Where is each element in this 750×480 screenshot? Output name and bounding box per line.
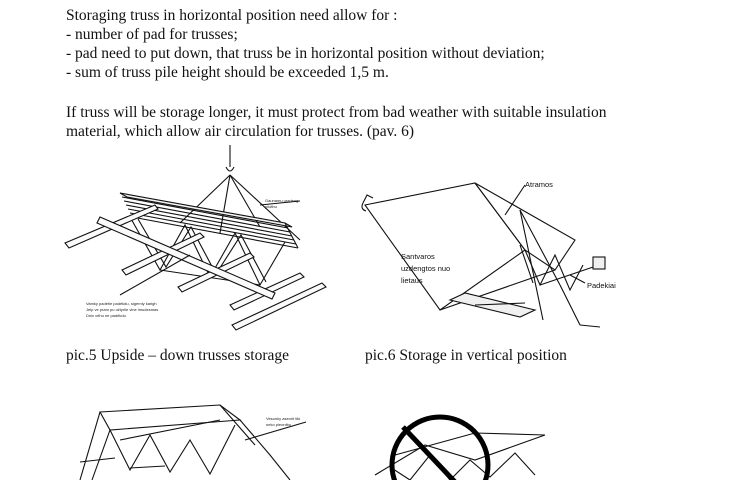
figure-6-label-padeklai: Padekiai: [587, 281, 616, 290]
figure-7-label-line-2: neko pleontbu: [266, 422, 292, 427]
paragraph-line-1: If truss will be storage longer, it must protect from bad weather with suitable insulation: [66, 104, 607, 121]
prohibited-icon: [392, 417, 488, 480]
figure-6-label-atramos: Atramos: [525, 180, 553, 189]
figure-5-illustration: [60, 145, 350, 335]
figure-6-label-lietaus: lietaus: [401, 276, 423, 285]
intro-item-2: - pad need to put down, that truss be in horizontal position without deviation;: [66, 45, 545, 62]
intro-item-1: - number of pad for trusses;: [66, 26, 238, 43]
figure-5-label-top-line-1: Gaunamų uradeng: [265, 198, 299, 203]
figure-7-label-line-1: Vesonky aseorit tiki: [266, 416, 301, 421]
figure-7-illustration: [70, 400, 330, 480]
figure-5-label-top-line-2: pilotbu: [265, 204, 277, 209]
figure-6-label-uzdengtos: uzdengtos nuo: [401, 264, 451, 273]
figure-5-note-line-3: Dniv vėhu ne padėkdu: [86, 313, 126, 318]
intro-item-3: - sum of truss pile height should be exceeded 1,5 m.: [66, 64, 389, 81]
figure-6-label-santvaros: Santvaros: [401, 252, 435, 261]
figure-5-note-line-1: Vamky padėtie padėkdu, sigerniy karigh: [86, 301, 157, 306]
figure-8-illustration: [355, 405, 555, 480]
figure-6-caption: pic.6 Storage in vertical position: [365, 347, 567, 364]
figure-5-note-line-2: Jeip ve pram pu užtyrile vine imudesmas: [86, 307, 159, 312]
figure-5-caption: pic.5 Upside – down trusses storage: [66, 347, 289, 364]
intro-heading: Storaging truss in horizontal position need allow for :: [66, 7, 398, 24]
figure-6-illustration: [355, 175, 635, 340]
paragraph-line-2: material, which allow air circulation for trusses. (pav. 6): [66, 123, 415, 140]
